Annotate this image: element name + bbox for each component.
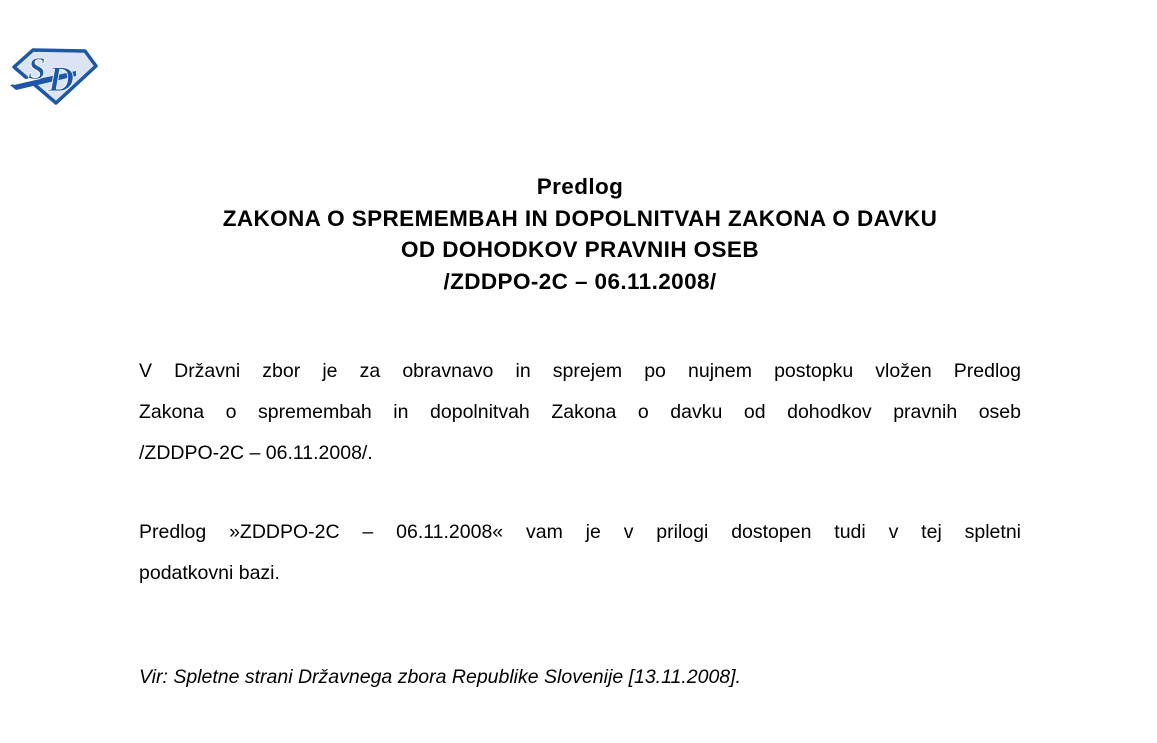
paragraph-2 xyxy=(139,512,1021,594)
title-line-2: ZAKONA O SPREMEMBAH IN DOPOLNITVAH ZAKONA O DAVKU xyxy=(222,205,938,231)
paragraph-1-line-1: V Državni zbor je za obravnavo in sprejem po nujnem postopku vložen Predlog xyxy=(139,360,1021,382)
svg-text:D: D xyxy=(48,59,74,99)
paragraph-2-line-2: podatkovni bazi. xyxy=(139,562,280,584)
sd-diamond-logo xyxy=(10,46,98,106)
sd-diamond-logo-icon xyxy=(10,46,98,106)
paragraph-1 xyxy=(139,351,1021,474)
paragraph-1-line-2: Zakona o spremembah in dopolnitvah Zakona o davku od dohodkov pravnih oseb xyxy=(139,401,1021,423)
source-citation: Vir: Spletne strani Državnega zbora Republike Slovenije [13.11.2008]. xyxy=(139,666,741,688)
document-title xyxy=(138,171,1022,297)
paragraph-2-line-1: Predlog »ZDDPO-2C – 06.11.2008« vam je v prilogi dostopen tudi v tej spletni xyxy=(139,521,1021,543)
title-line-1: Predlog xyxy=(536,174,624,199)
paragraph-1-line-3: /ZDDPO-2C – 06.11.2008/. xyxy=(139,442,373,464)
title-line-3: OD DOHODKOV PRAVNIH OSEB xyxy=(401,237,759,262)
svg-text:S: S xyxy=(28,50,46,86)
title-line-4: /ZDDPO-2C – 06.11.2008/ xyxy=(443,268,717,294)
